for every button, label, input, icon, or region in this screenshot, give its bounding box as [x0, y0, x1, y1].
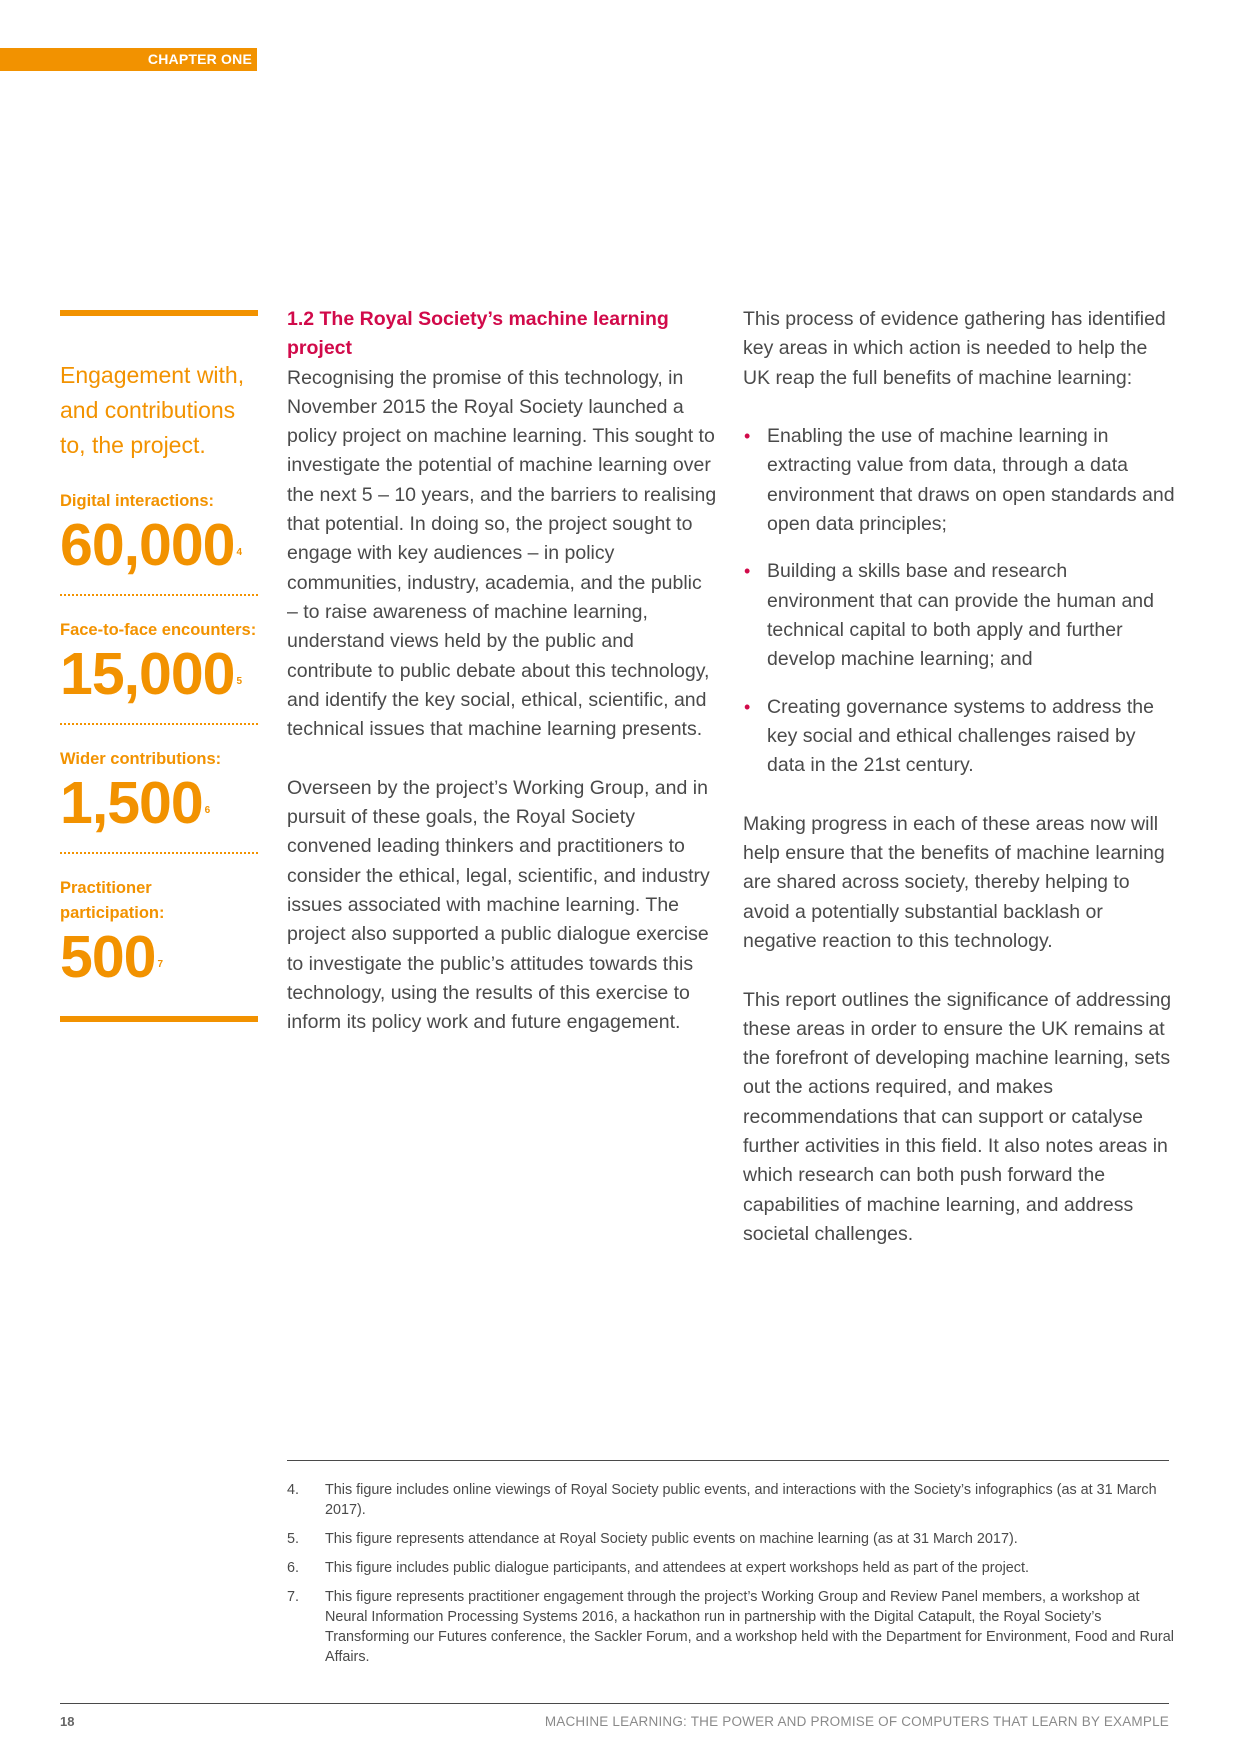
engagement-sidebar — [60, 310, 258, 1022]
sidebar-bottom-rule — [60, 1016, 258, 1022]
footer-divider — [60, 1703, 1169, 1704]
page-number: 18 — [60, 1714, 75, 1729]
body-paragraph: Recognising the promise of this technology, in November 2015 the Royal Society launched a policy project on machine learning. This sought to investigate the potential of machine learning over the next 5 – 10 years, and the barriers to realising that potential. In doing so, the project sought to engage with key audiences – in policy communities, industry, academia, and the public – to raise awareness of machine learning, understand views held by the public and contribute to public debate about this technology, and identify the key social, ethical, scientific, and technical issues that machine learning presents. — [287, 366, 717, 741]
footnote — [287, 1529, 1177, 1549]
section-heading: 1.2 The Royal Society’s machine learning project — [287, 308, 669, 360]
stat-label: Practitioner participation: — [60, 879, 165, 922]
key-areas-column — [743, 305, 1175, 1279]
footnote-ref: 5 — [236, 676, 243, 687]
footnote-number: 7. — [287, 1589, 300, 1605]
footnote-divider — [287, 1460, 1169, 1461]
section-royal-society-project — [287, 305, 717, 1067]
footnote-ref: 6 — [204, 805, 211, 816]
stat-divider — [60, 723, 258, 725]
stat-value: 15,000 $^5$ — [60, 641, 243, 707]
footnotes — [287, 1480, 1177, 1676]
footnote-number: 6. — [287, 1560, 300, 1576]
stat-practitioner-participation — [60, 876, 258, 988]
footnote-number: 5. — [287, 1531, 300, 1547]
footnote-ref: 4 — [236, 547, 243, 558]
stat-label: Wider contributions: — [60, 750, 222, 768]
footnote-text: This figure represents practitioner engagement through the project’s Working Group and Review Panel members, a workshop at Neural Information Processing Systems 2016, a hackathon run in partnership with the Digital Catapult, the Royal Society’s Transforming our Futures conference, the Sackler Forum, and a workshop held with the Department for Environment, Food and Rural Affairs. — [325, 1589, 1174, 1665]
chapter-tab: CHAPTER ONE — [0, 48, 257, 71]
key-areas-list — [743, 422, 1175, 780]
footnote-text: This figure includes online viewings of Royal Society public events, and interactions with the Society’s infographics (as at 31 March 2017). — [325, 1482, 1157, 1518]
list-item: • Building a skills base and research environment that can provide the human and technical capital to both apply and further develop machine learning; and — [743, 557, 1175, 674]
list-item: • Enabling the use of machine learning in extracting value from data, through a data environment that draws on open standards and open data principles; — [743, 422, 1175, 539]
footnote-text: This figure represents attendance at Royal Society public events on machine learning (as at 31 March 2017). — [325, 1531, 1018, 1547]
stat-wider-contributions — [60, 747, 258, 854]
body-paragraph: Overseen by the project’s Working Group, and in pursuit of these goals, the Royal Society convened leading thinkers and practitioners to consider the ethical, legal, scientific, and industry issues associated with machine learning. The project also supported a public dialogue exercise to investigate the public’s attitudes towards this technology, using the results of this exercise to inform its policy work and future engagement. — [287, 776, 710, 1034]
body-paragraph: This process of evidence gathering has identified key areas in which action is needed to help the UK reap the full benefits of machine learning: — [743, 308, 1166, 389]
stat-value: 1,500 $^6$ — [60, 770, 211, 836]
stat-face-to-face — [60, 618, 258, 725]
footnote-number: 4. — [287, 1482, 300, 1498]
sidebar-top-rule — [60, 310, 258, 316]
footer-title: MACHINE LEARNING: THE POWER AND PROMISE OF COMPUTERS THAT LEARN BY EXAMPLE — [544, 1714, 1169, 1729]
footnote — [287, 1558, 1177, 1578]
stat-divider — [60, 852, 258, 854]
stat-divider — [60, 594, 258, 596]
body-paragraph: This report outlines the significance of addressing these areas in order to ensure the UK remains at the forefront of developing machine learning, sets out the actions required, and makes recommendations that can support or catalyse further activities in this field. It also notes areas in which research can both push forward the capabilities of machine learning, and address societal challenges. — [743, 988, 1172, 1245]
footnote-text: This figure includes public dialogue participants, and attendees at expert workshops held as part of the project. — [325, 1560, 1029, 1576]
stat-digital-interactions — [60, 489, 258, 596]
stat-label: Digital interactions: — [60, 492, 215, 510]
stat-value: 60,000 $^4$ — [60, 512, 243, 578]
footnote — [287, 1480, 1177, 1520]
stat-label: Face-to-face encounters: — [60, 621, 257, 639]
footnote-ref: 7 — [157, 959, 164, 970]
body-paragraph: Making progress in each of these areas now will help ensure that the benefits of machine learning are shared across society, thereby helping to avoid a potentially substantial backlash or negative reaction to this technology. — [743, 812, 1165, 952]
stat-value: 500 $^7$ — [60, 924, 164, 990]
footnote — [287, 1587, 1177, 1667]
sidebar-heading: Engagement with, and contributions to, the project. — [60, 362, 245, 458]
list-item: • Creating governance systems to address the key social and ethical challenges raised by data in the 21st century. — [743, 693, 1175, 781]
